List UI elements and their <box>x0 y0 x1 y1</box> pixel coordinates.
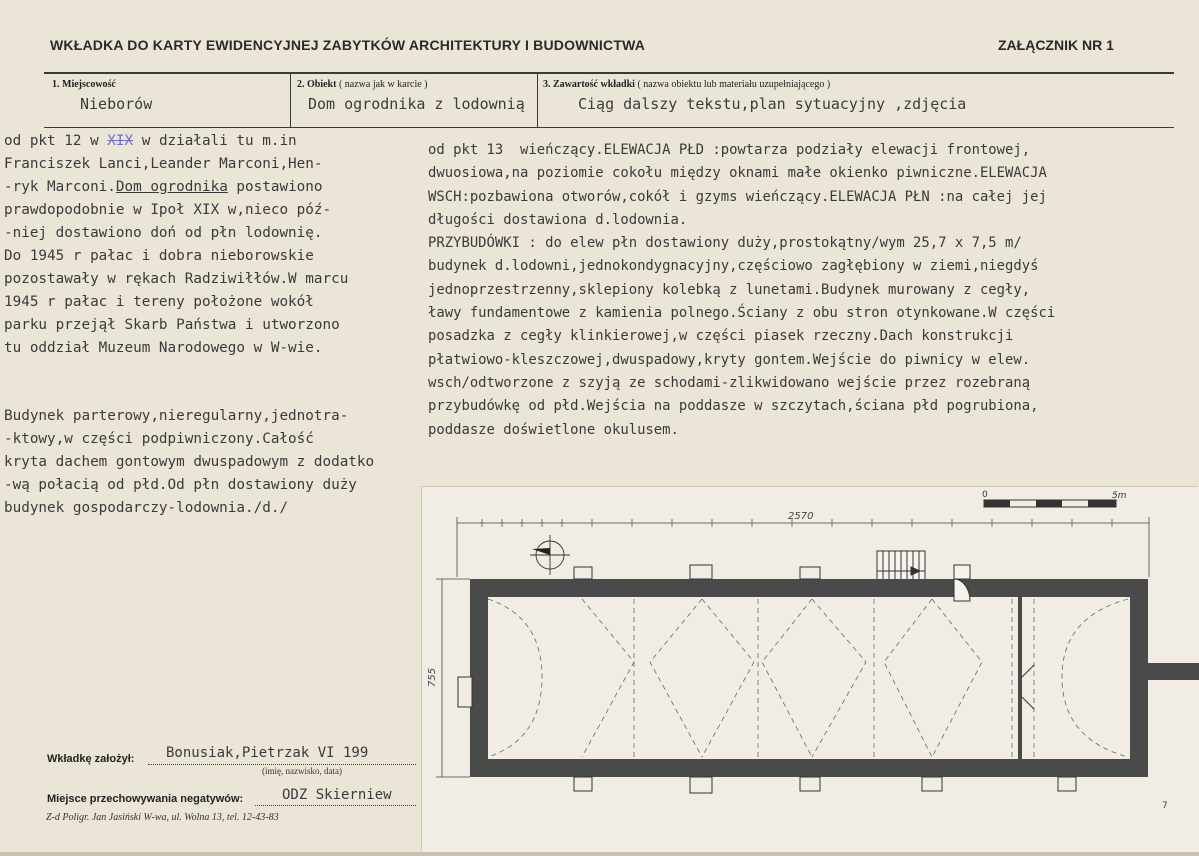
building-walls <box>458 579 1199 777</box>
floor-plan-drawing <box>422 487 1199 852</box>
card-title: WKŁADKA DO KARTY EWIDENCYJNEJ ZABYTKÓW ARCHITEKTURY I BUDOWNICTWA <box>50 37 646 53</box>
negatives-dotline <box>255 805 416 806</box>
negatives-label: Miejsce przechowywania negatywów: <box>47 793 244 805</box>
location-value: Nieborów <box>80 95 153 113</box>
content-label: 3. Zawartość wkładki ( nazwa obiektu lub materiału uzupełniającego ) <box>543 79 831 90</box>
field-divider-1 <box>290 72 291 128</box>
left-text-block-2: Budynek parterowy,nieregularny,jednotra- -ktowy,w części podpiwniczony.Całość kryta dachem gontowym dwuspadowym z dodatko -wą połacią od płd.Od płn dostawiony duży budynek gospodarczy-lodownia./d./ <box>4 408 375 516</box>
founder-dotline <box>148 764 416 765</box>
scale-bar <box>982 490 1127 507</box>
scale-start: 0 <box>982 490 988 500</box>
object-label: 2. Obiekt ( nazwa jak w karcie ) <box>297 79 428 90</box>
header-bottom-rule <box>44 127 1174 128</box>
founder-value: Bonusiak,Pietrzak VI 199 <box>166 745 369 761</box>
floor-plan-photo <box>422 487 1199 852</box>
width-label: 755 <box>427 667 438 687</box>
negatives-value: ODZ Skierniew <box>282 787 392 803</box>
object-value: Dom ogrodnika z lodownią <box>308 95 525 113</box>
printer-imprint: Z-d Poligr. Jan Jasiński W-wa, ul. Wolna 13, tel. 12-43-83 <box>46 812 279 823</box>
buttresses <box>574 565 1076 793</box>
content-value: Ciąg dalszy tekstu,plan sytuacyjny ,zdjęcia <box>578 95 967 113</box>
location-label: 1. Miejscowość <box>52 79 116 90</box>
struck-century: XIX <box>107 133 134 149</box>
annex-number: ZAŁĄCZNIK NR 1 <box>998 37 1114 53</box>
scale-end: 5m <box>1112 491 1127 501</box>
founder-label: Wkładkę założył: <box>47 753 135 765</box>
length-label: 2570 <box>788 511 814 522</box>
left-text-block: od pkt 12 w XIX w działali tu m.in Franciszek Lanci,Leander Marconi,Hen- -ryk Marconi.Dom ogrodnika postawiono prawdopodobnie w Ipoł XIX w,nieco póź- -niej dostawiono doń od płn lodownię. Do 1945 r pałac i dobra nieborowskie pozostawały w rękach Radziwiłłów.W marcu 1945 r pałac i tereny położone wokół parku przejął Skarb Państwa i utworzono tu oddział Muzeum Narodowego w W-wie. <box>4 133 349 356</box>
north-arrow-icon <box>530 535 570 575</box>
corner-mark: 7 <box>1162 801 1168 811</box>
vault-lines <box>488 599 1128 757</box>
right-text-block: od pkt 13 wieńczący.ELEWACJA PŁD :powtarza podziały elewacji frontowej, dwuosiowa,na poziomie cokołu między oknami małe okienko piwniczne.ELEWACJA WSCH:pozbawiona otworów,cokół i gzyms wieńczący.ELEWACJA PŁN :na całej jej długości dostawiona d.lodownia. PRZYBUDÓWKI : do elew płn dostawiony duży,prostokątny/wym 25,7 x 7,5 m/ budynek d.lodowni,jednokondygnacyjny,częściowo zagłębiony w ziemi,niegdyś jednoprzestrzenny,sklepiony kolebką z lunetami.Budynek murowany z cegły, ławy fundamentowe z kamienia polnego.Ściany z obu stron otynkowane.W części posadzka z cegły klinkierowej,w części piasek rzeczny.Dach konstrukcji płatwiowo-kleszczowej,dwuspadowy,kryty gontem.Wejście do piwnicy w elew. wsch/odtworzone z szyją ze schodami-zlikwidowano wejście przez rozebraną przybudówkę od płd.Wejścia na poddasze w szczytach,ściana płd pogrubiona, poddasze doświetlone okulusem. <box>428 142 1056 438</box>
door <box>1022 665 1034 709</box>
founder-hint: (imię, nazwisko, data) <box>262 766 342 776</box>
header-top-rule <box>44 72 1174 74</box>
field-divider-2 <box>537 72 538 128</box>
